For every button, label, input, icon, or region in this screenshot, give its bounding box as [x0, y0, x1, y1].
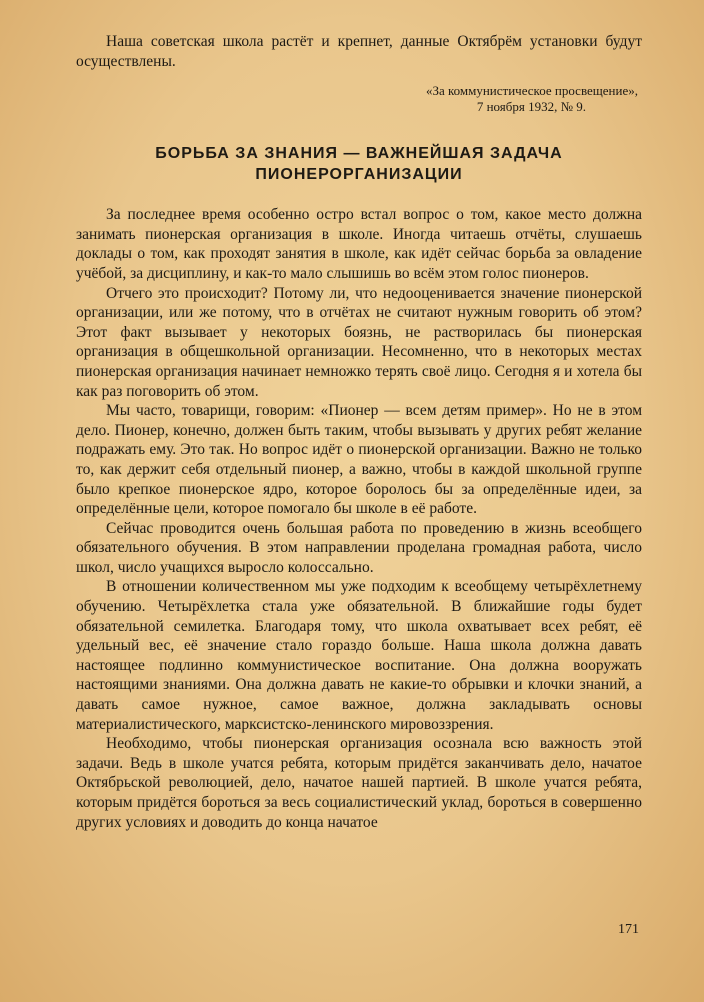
- article-heading: [76, 143, 642, 185]
- page-body: [76, 32, 642, 832]
- heading-line-2: ПИОНЕРОРГАНИЗАЦИИ: [255, 166, 463, 184]
- paragraph-2: Отчего это происходит? Потому ли, что недооценивается значение пионерской организации, или же потому, что в отчётах не считают нужным говорить об этом? Этот факт вызывает у некоторых боязнь, не растворилась бы пионерская организация в общешкольной организации. Несомненно, что в некоторых местах пионерская организация начинает немножко терять своё лицо. Сегодня я и хотела бы как раз поговорить об этом.: [76, 284, 642, 400]
- paragraph-1: За последнее время особенно остро встал вопрос о том, какое место должна занимать пионерская организация в школе. Иногда читаешь отчёты, слушаешь доклады о том, как проходят занятия в школе, как идёт сейчас борьба за овладение учёбой, за дисциплину, и как-то мало слышишь во всём этом голос пионеров.: [76, 206, 642, 282]
- citation-date: 7 ноября 1932, № 9.: [476, 99, 586, 115]
- paragraph-5: В отношении количественном мы уже подходим к всеобщему четырёхлетнему обучению. Четырёхлетка стала уже обязательной. В ближайшие годы будет обязательной семилетка. Благодаря тому, что школа охватывает всех ребят, её удельный вес, её значение стало гораздо больше. Наша школа должна давать настоящее подлинно коммунистическое воспитание. Она должна вооружать настоящими знаниями. Она должна давать не какие-то обрывки и клочки знаний, а давать самое нужное, самое важное, должна закладывать основы материалистического, марксистско-ленинского мировоззрения.: [76, 578, 642, 733]
- citation: [76, 83, 642, 115]
- intro-paragraph: Наша советская школа растёт и крепнет, данные Октябрём установки будут осуществлены.: [76, 33, 642, 70]
- page-number: 171: [618, 922, 639, 937]
- heading-line-1: БОРЬБА ЗА ЗНАНИЯ — ВАЖНЕЙШАЯ ЗАДАЧА: [155, 145, 563, 163]
- paragraph-4: Сейчас проводится очень большая работа по проведению в жизнь всеобщего обязательного обучения. В этом направлении проделана громадная работа, число школ, число учащихся выросло колоссально.: [76, 519, 642, 576]
- paragraph-3: Мы часто, товарищи, говорим: «Пионер — всем детям пример». Но не в этом дело. Пионер, конечно, должен быть таким, чтобы вызывать у других ребят желание подражать ему. Это так. Но вопрос идёт о пионерской организации. Важно не только то, как держит себя отдельный пионер, а важно, чтобы в каждой школьной группе было крепкое пионерское ядро, которое боролось бы за определённые идеи, за определённые цели, которое помогало бы школе в её работе.: [76, 402, 642, 518]
- citation-source: «За коммунистическое просвещение»,: [425, 83, 638, 99]
- paragraph-6: Необходимо, чтобы пионерская организация осознала всю важность этой задачи. Ведь в школе учатся ребята, которым придётся заканчивать дело, начатое Октябрьской революцией, дело, начатое нашей партией. В школе учатся ребята, которым придётся бороться за весь социалистический уклад, бороться в совершенно других условиях и доводить до конца начатое: [76, 735, 642, 831]
